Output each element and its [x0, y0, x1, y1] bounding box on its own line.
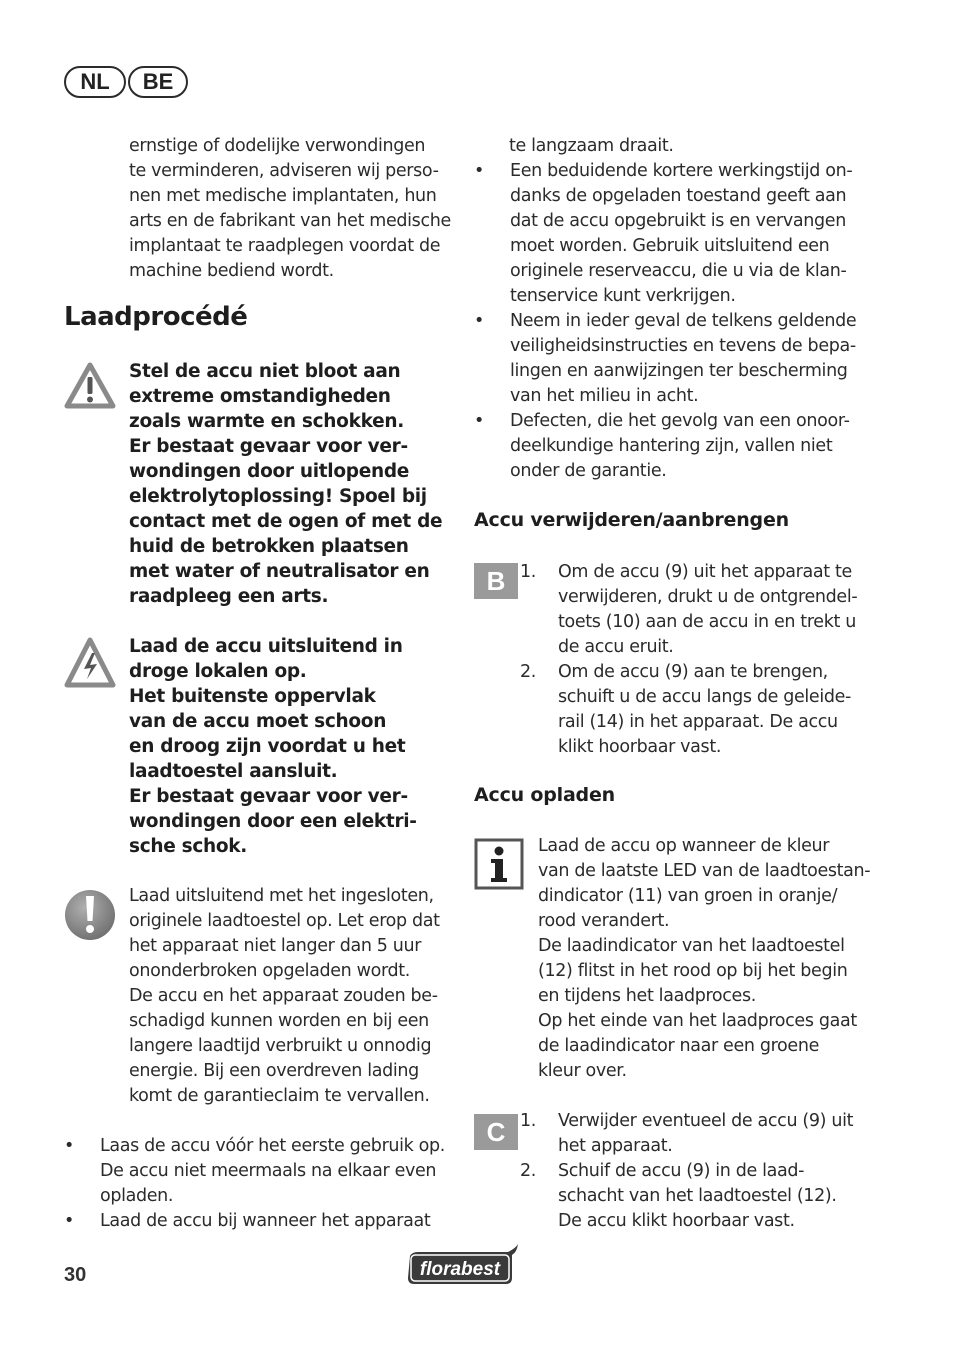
- language-badge-nl: NL: [64, 66, 126, 98]
- warning-electric-text: Laad de accu uitsluitend in droge lokalen op. Het buitenste oppervlak van de accu moet schoon en droog zijn voordat u het laadtoestel aansluit. Er bestaat gevaar voor ver- wondingen door een elektri- sche schok.: [129, 636, 417, 857]
- list-item: • Neem in ieder geval de telkens geldende veiligheidsinstructies en tevens de bepa- lingen en aanwijzingen ter bescherming van het milieu in acht.: [474, 311, 857, 406]
- list-item: • Defecten, die het gevolg van een onoor- deelkundige hantering zijn, vallen niet onder de garantie.: [474, 411, 850, 481]
- right-bullet-list: [474, 159, 874, 484]
- steps-charging: [520, 1109, 870, 1234]
- language-badge-be: BE: [128, 66, 188, 98]
- heading-accu-opladen: Accu opladen: [474, 784, 615, 806]
- list-item: • Een beduidende kortere werkingstijd on- danks de opgeladen toestand geeft aan dat de accu opgebruikt is en vervangen moet worden. Gebruik uitsluitend een originele reserveaccu, die u via de klan- tenservice kunt verkrijgen.: [474, 161, 853, 306]
- list-item: 1. Om de accu (9) uit het apparaat te verwijderen, drukt u de ontgrendel- toets (10) aan de accu in en trekt u de accu eruit.: [520, 562, 858, 657]
- florabest-logo: [404, 1244, 520, 1288]
- caution-charging-text: Laad uitsluitend met het ingesloten, originele laadtoestel op. Let erop dat het apparaat niet langer dan 5 uur ononderbroken opgeladen wordt. De accu en het apparaat zouden be- schadigd kunnen worden en bij een langere laadtijd verbruikt u onnodig energie. Bij een overdreven lading komt de garantieclaim te vervallen.: [129, 886, 440, 1106]
- warning-triangle-icon: [64, 362, 116, 410]
- list-item: 2. Om de accu (9) aan te brengen, schuift u de accu langs de geleide- rail (14) in het apparaat. De accu klikt hoorbaar vast.: [520, 662, 851, 757]
- caution-exclamation-icon: [64, 888, 116, 942]
- info-icon: [474, 838, 524, 890]
- section-heading-laadprocede: Laadprocédé: [64, 302, 248, 332]
- heading-accu-verwijderen: Accu verwijderen/aanbrengen: [474, 509, 789, 531]
- info-charging-text: Laad de accu op wanneer de kleur van de laatste LED van de laadtoestan- dindicator (11) van groen in oranje/ rood verandert. De laadindicator van het laadtoestel (12) flitst in het rood op bij het begin en tijdens het laadproces. Op het einde van het laadproces gaat de laadindicator naar een groene kleur over.: [538, 836, 871, 1081]
- svg-text:florabest: florabest: [419, 1259, 501, 1280]
- list-item: • Laad de accu bij wanneer het apparaat: [64, 1211, 431, 1231]
- electric-hazard-triangle-icon: [64, 637, 116, 689]
- figure-ref-c: C: [474, 1114, 518, 1150]
- warning-electrolyte-text: Stel de accu niet bloot aan extreme omstandigheden zoals warmte en schokken. Er bestaat gevaar voor ver- wondingen door uitlopende elektrolytoplossing! Spoel bij contact met de ogen of met de huid de betrokken plaatsen met water of neutralisator en raadpleeg een arts.: [129, 361, 443, 607]
- list-item: 2. Schuif de accu (9) in de laad- schacht van het laadtoestel (12). De accu klikt hoorbaar vast.: [520, 1161, 837, 1231]
- steps-remove-attach: [520, 560, 870, 760]
- right-continuation-text: te langzaam draait.: [509, 136, 674, 156]
- list-item: • Laas de accu vóór het eerste gebruik op. De accu niet meermaals na elkaar even opladen.: [64, 1136, 445, 1206]
- figure-ref-b: B: [474, 563, 518, 599]
- intro-paragraph: ernstige of dodelijke verwondingen te verminderen, adviseren wij perso- nen met medische implantaten, hun arts en de fabrikant van het medische implantaat te raadplegen voordat de machine bediend wordt.: [129, 136, 451, 281]
- list-item: 1. Verwijder eventueel de accu (9) uit het apparaat.: [520, 1111, 854, 1156]
- left-bullet-list: [64, 1134, 464, 1234]
- page-number: 30: [64, 1264, 87, 1286]
